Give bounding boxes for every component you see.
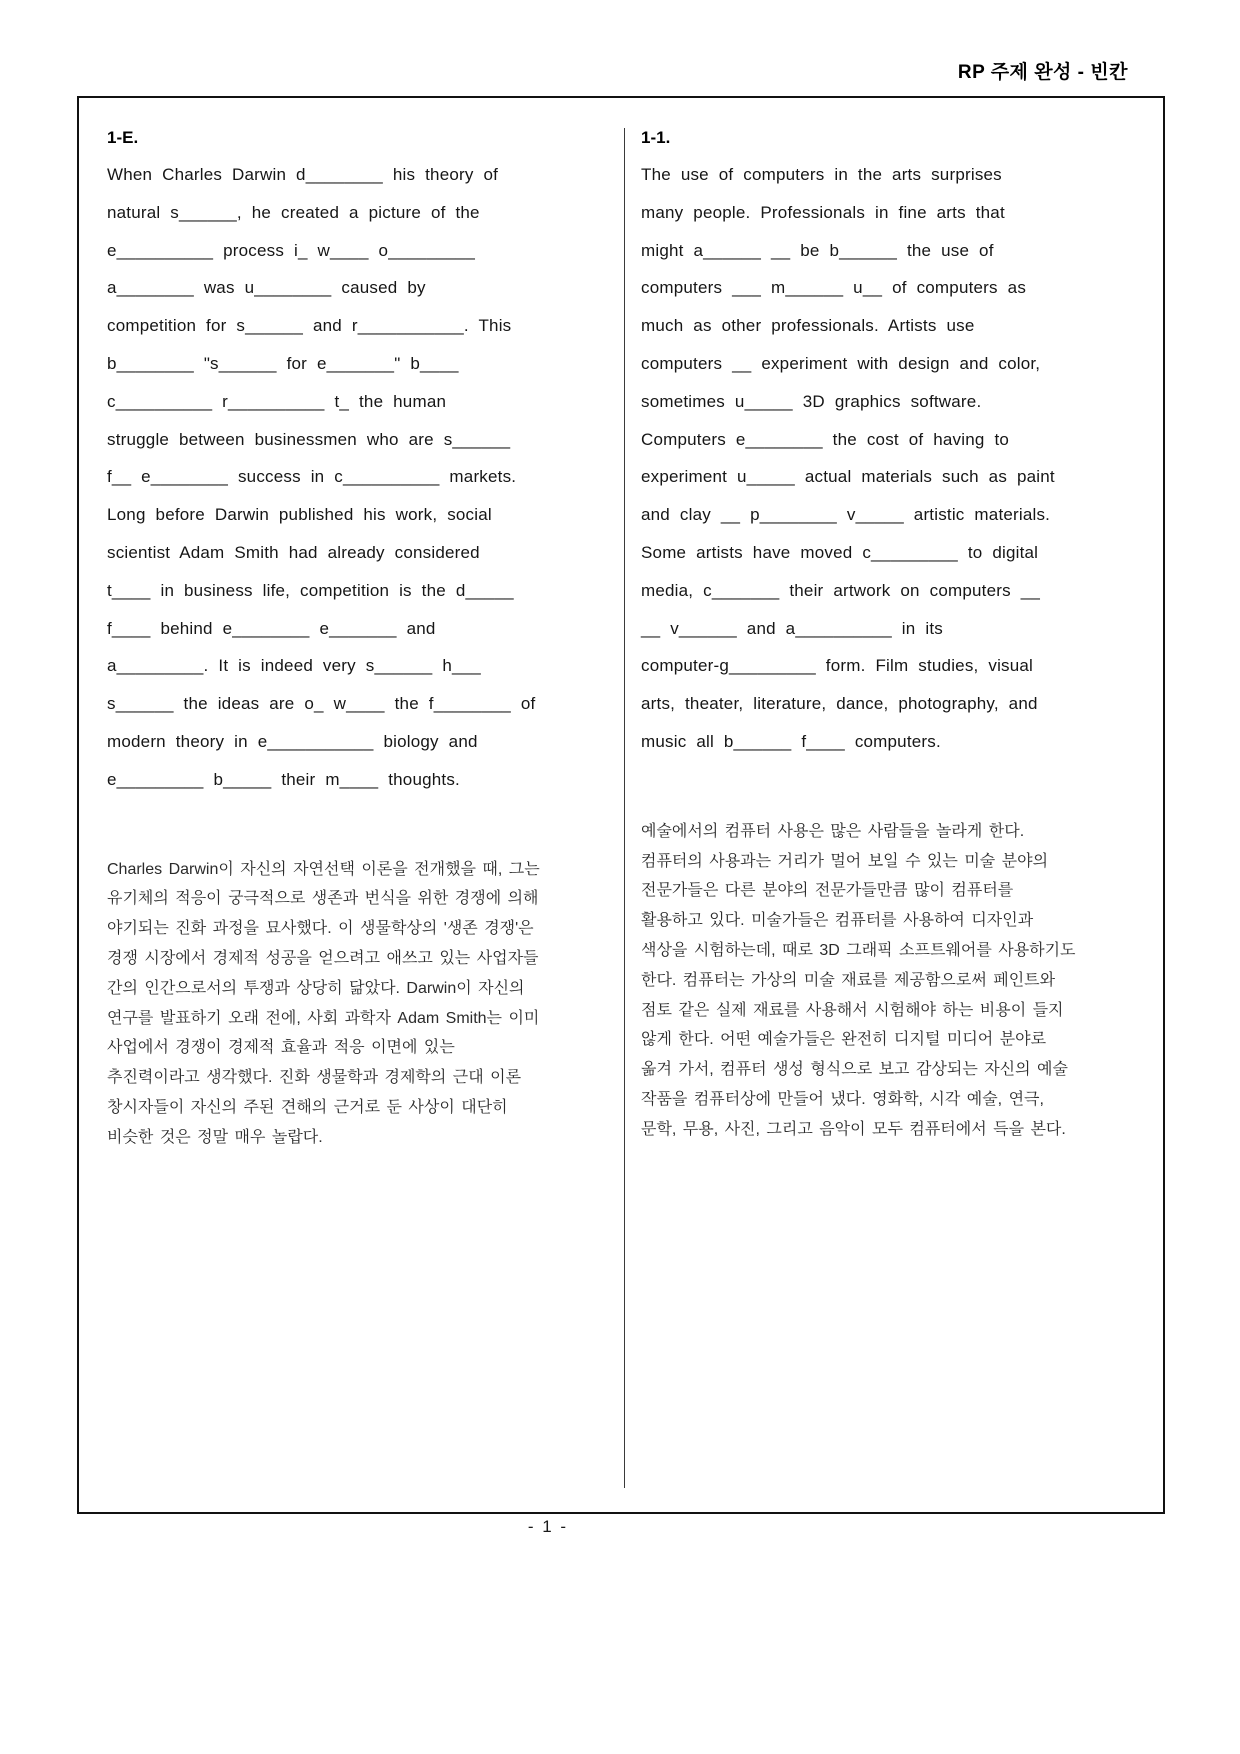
text-line: computers ___ m______ u__ of computers as — [641, 278, 1027, 298]
text-line: might a______ __ be b______ the use of — [641, 240, 994, 260]
text-line: sometimes u_____ 3D graphics software. — [641, 391, 982, 411]
text-line: modern theory in e___________ biology and — [107, 731, 478, 751]
text-line: When Charles Darwin d________ his theory of — [107, 165, 499, 184]
text-line: 전문가들은 다른 분야의 전문가들만큼 많이 컴퓨터를 — [641, 882, 1014, 900]
page-number: - 1 - — [527, 1517, 569, 1536]
text-line: 추진력이라고 생각했다. 진화 생물학과 경제학의 근대 이론 — [107, 1069, 522, 1087]
section-11 — [641, 128, 1119, 1145]
text-line: music all b______ f____ computers. — [641, 731, 941, 751]
text-line: 연구를 발표하기 오래 전에, 사회 과학자 Adam Smith는 이미 — [107, 1009, 540, 1027]
text-line: 예술에서의 컴퓨터 사용은 많은 사람들을 놀라게 한다. — [641, 822, 1025, 840]
text-line: 사업에서 경쟁이 경제적 효율과 적응 이면에 있는 — [107, 1039, 455, 1057]
section-1E-korean-translation — [107, 855, 585, 1153]
text-line: b________ "s______ for e_______" b____ — [107, 353, 459, 373]
section-11-english-passage — [641, 156, 1119, 761]
text-line: Some artists have moved c_________ to digital — [641, 542, 1039, 562]
text-line: 창시자들이 자신의 주된 견해의 근거로 둔 사상이 대단히 — [107, 1098, 508, 1116]
text-line: The use of computers in the arts surprises — [641, 165, 1002, 184]
text-line: 작품을 컴퓨터상에 만들어 냈다. 영화학, 시각 예술, 연극, — [641, 1090, 1044, 1108]
text-line: 문학, 무용, 사진, 그리고 음악이 모두 컴퓨터에서 득을 본다. — [641, 1120, 1066, 1138]
text-line: Long before Darwin published his work, social — [107, 505, 492, 525]
text-line: 점토 같은 실제 재료를 사용해서 시험해야 하는 비용이 들지 — [641, 1001, 1064, 1019]
text-line: competition for s______ and r___________. This — [107, 316, 512, 336]
page-header-title: RP 주제 완성 - 빈칸 — [957, 62, 1128, 83]
text-line: a________ was u________ caused by — [107, 278, 426, 298]
text-line: Computers e________ the cost of having to — [641, 429, 1010, 449]
text-line: 한다. 컴퓨터는 가상의 미술 재료를 제공함으로써 페인트와 — [641, 971, 1056, 989]
text-line: f__ e________ success in c__________ markets. — [107, 467, 517, 487]
section-1E — [107, 128, 585, 1153]
text-line: 유기체의 적응이 궁극적으로 생존과 번식을 위한 경쟁에 의해 — [107, 890, 539, 908]
text-line: many people. Professionals in fine arts that — [641, 202, 1005, 222]
text-line: e__________ process i_ w____ o_________ — [107, 240, 476, 260]
text-line: scientist Adam Smith had already considered — [107, 542, 480, 562]
text-line: natural s______, he created a picture of the — [107, 202, 480, 222]
column-divider — [624, 128, 625, 1488]
text-line: e_________ b_____ their m____ thoughts. — [107, 769, 460, 789]
text-line: experiment u_____ actual materials such as paint — [641, 467, 1055, 487]
text-line: c__________ r__________ t_ the human — [107, 391, 447, 411]
section-1E-label: 1-E. — [107, 128, 139, 147]
text-line: __ v______ and a__________ in its — [641, 618, 943, 638]
text-line: arts, theater, literature, dance, photography, and — [641, 694, 1038, 714]
text-line: computer-g_________ form. Film studies, visual — [641, 656, 1034, 676]
text-line: computers __ experiment with design and color, — [641, 353, 1041, 373]
text-line: 비슷한 것은 정말 매우 놀랍다. — [107, 1128, 323, 1146]
content-box — [77, 96, 1165, 1514]
section-1E-english-passage — [107, 156, 585, 799]
text-line: s______ the ideas are o_ w____ the f________ of — [107, 694, 536, 714]
text-line: 컴퓨터의 사용과는 거리가 멀어 보일 수 있는 미술 분야의 — [641, 852, 1049, 870]
text-line: and clay __ p________ v_____ artistic materials. — [641, 505, 1051, 525]
text-line: much as other professionals. Artists use — [641, 316, 975, 336]
text-line: a_________. It is indeed very s______ h___ — [107, 656, 481, 676]
text-line: 야기되는 진화 과정을 묘사했다. 이 생물학상의 '생존 경쟁'은 — [107, 920, 534, 938]
section-11-korean-translation — [641, 817, 1119, 1145]
section-11-label: 1-1. — [641, 128, 671, 147]
text-line: 경쟁 시장에서 경제적 성공을 얻으려고 애쓰고 있는 사업자들 — [107, 949, 539, 967]
text-line: 않게 한다. 어떤 예술가들은 완전히 디지털 미디어 분야로 — [641, 1031, 1047, 1049]
text-line: 옮겨 가서, 컴퓨터 생성 형식으로 보고 감상되는 자신의 예술 — [641, 1061, 1068, 1079]
text-line: media, c_______ their artwork on computers __ — [641, 580, 1041, 600]
text-line: f____ behind e________ e_______ and — [107, 618, 436, 638]
text-line: 색상을 시험하는데, 때로 3D 그래픽 소프트웨어를 사용하기도 — [641, 941, 1076, 959]
text-line: Charles Darwin이 자신의 자연선택 이론을 전개했을 때, 그는 — [107, 860, 540, 878]
text-line: 간의 인간으로서의 투쟁과 상당히 닮았다. Darwin이 자신의 — [107, 979, 525, 997]
text-line: t____ in business life, competition is the d_____ — [107, 580, 514, 600]
text-line: struggle between businessmen who are s______ — [107, 429, 511, 449]
text-line: 활용하고 있다. 미술가들은 컴퓨터를 사용하여 디자인과 — [641, 912, 1034, 930]
